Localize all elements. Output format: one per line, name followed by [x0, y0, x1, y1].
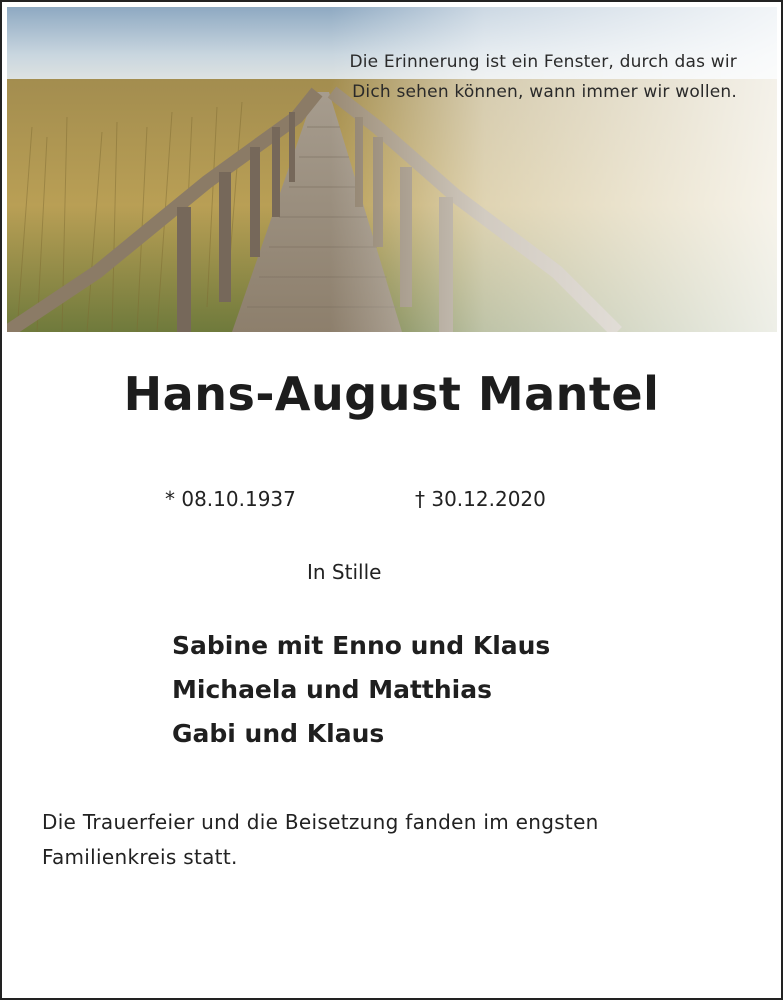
quote-line-2: Dich sehen können, wann immer wir wollen. [352, 82, 737, 102]
funeral-note: Die Trauerfeier und die Beisetzung fanden im engsten Familienkreis statt. [42, 810, 599, 869]
deceased-name: Hans-August Mantel [123, 367, 660, 421]
mourner-line: Sabine mit Enno und Klaus [172, 631, 551, 660]
mourner-line: Michaela und Matthias [172, 675, 492, 704]
quote-line-1: Die Erinnerung ist ein Fenster, durch das wir [349, 52, 737, 72]
birth-date: * 08.10.1937 [165, 487, 296, 511]
mourner-line: Gabi und Klaus [172, 719, 385, 748]
mourners-list [172, 624, 550, 756]
in-silence-phrase: In Stille [307, 560, 382, 584]
boardwalk-photo [7, 7, 777, 332]
death-date: † 30.12.2020 [415, 487, 546, 511]
memorial-quote [277, 47, 737, 107]
